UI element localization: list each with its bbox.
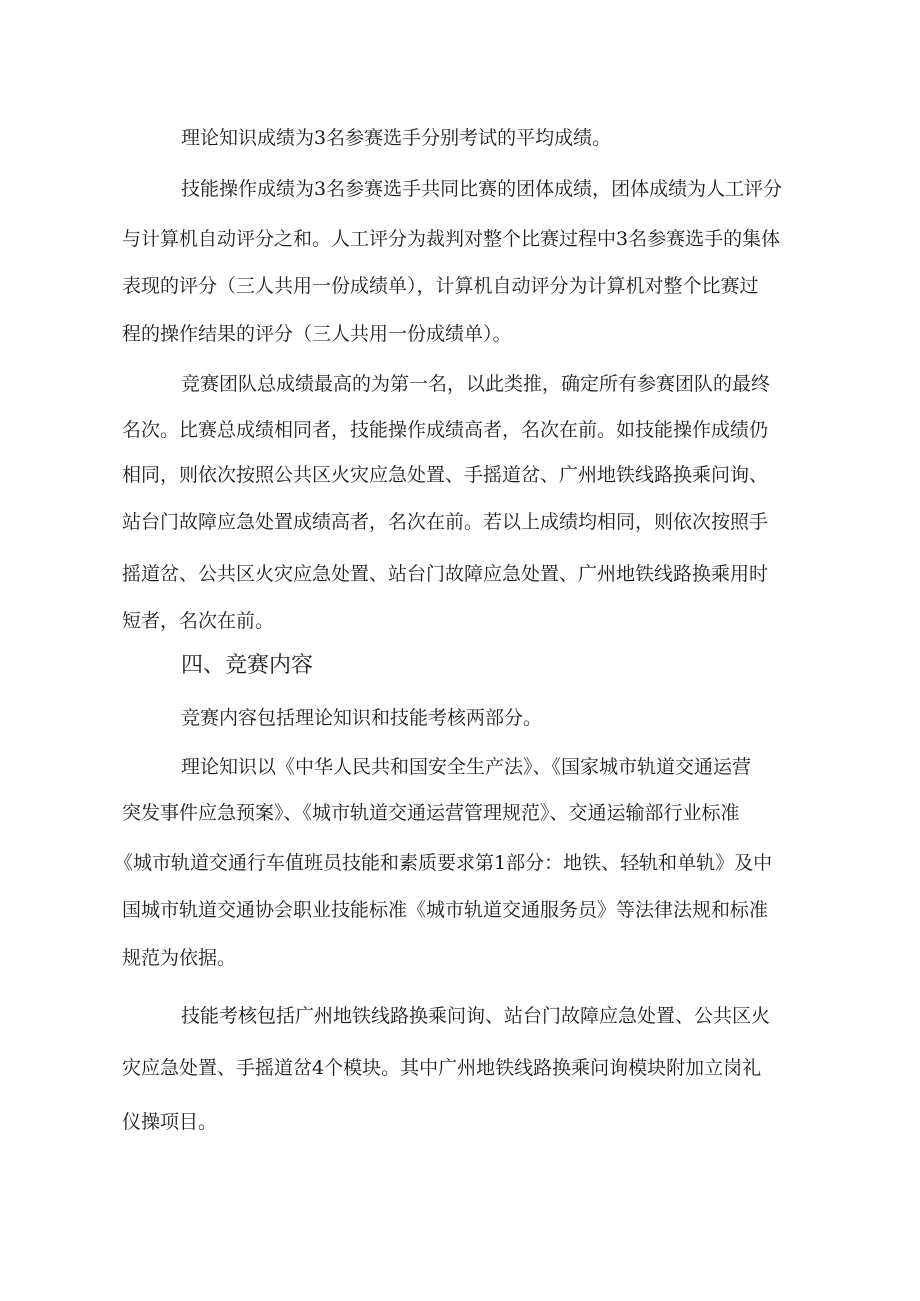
body-text-line: 站台门故障应急处置成绩高者，名次在前。若以上成绩均相同，则依次按照手 bbox=[122, 511, 769, 533]
body-text-line: 理论知识以《中华人民共和国安全生产法》、《国家城市轨道交通运营 bbox=[181, 756, 752, 778]
body-text-line: 规范为依据。 bbox=[122, 947, 237, 969]
body-text-line: 仪操项目。 bbox=[122, 1111, 218, 1133]
body-text-line: 摇道岔、公共区火灾应急处置、站台门故障应急处置、广州地铁线路换乘用时 bbox=[122, 563, 769, 585]
body-text-line: 相同，则依次按照公共区火灾应急处置、手摇道岔、广州地铁线路换乘问询、 bbox=[122, 464, 769, 486]
body-text-line: 灾应急处置、手摇道岔4个模块。其中广州地铁线路换乘问询模块附加立岗礼 bbox=[122, 1057, 762, 1079]
body-text-line: 程的操作结果的评分（三人共用一份成绩单）。 bbox=[122, 323, 512, 345]
body-text-line: 短者，名次在前。 bbox=[122, 610, 275, 632]
body-text-line: 表现的评分（三人共用一份成绩单），计算机自动评分为计算机对整个比赛过 bbox=[122, 275, 759, 297]
body-text-line: 《城市轨道交通行车值班员技能和素质要求第1部分：地铁、轻轨和单轨》及中 bbox=[114, 852, 773, 874]
section-heading: 四、竞赛内容 bbox=[181, 653, 314, 678]
body-text-line: 国城市轨道交通协会职业技能标准《城市轨道交通服务员》等法律法规和标准 bbox=[122, 899, 769, 921]
body-text-line: 技能操作成绩为3名参赛选手共同比赛的团体成绩，团体成绩为人工评分 bbox=[181, 178, 783, 200]
body-text-line: 与计算机自动评分之和。人工评分为裁判对整个比赛过程中3名参赛选手的集体 bbox=[122, 228, 781, 250]
body-text-line: 理论知识成绩为3名参赛选手分别考试的平均成绩。 bbox=[181, 127, 612, 149]
body-text-line: 突发事件应急预案》、《城市轨道交通运营管理规范》、交通运输部行业标准 bbox=[122, 802, 740, 824]
body-text-line: 技能考核包括广州地铁线路换乘问询、站台门故障应急处置、公共区火 bbox=[181, 1005, 771, 1027]
body-text-line: 名次。比赛总成绩相同者，技能操作成绩高者，名次在前。如技能操作成绩仍 bbox=[122, 419, 769, 441]
body-text-line: 竞赛团队总成绩最高的为第一名，以此类推，确定所有参赛团队的最终 bbox=[181, 373, 771, 395]
body-text-line: 竞赛内容包括理论知识和技能考核两部分。 bbox=[181, 707, 543, 729]
